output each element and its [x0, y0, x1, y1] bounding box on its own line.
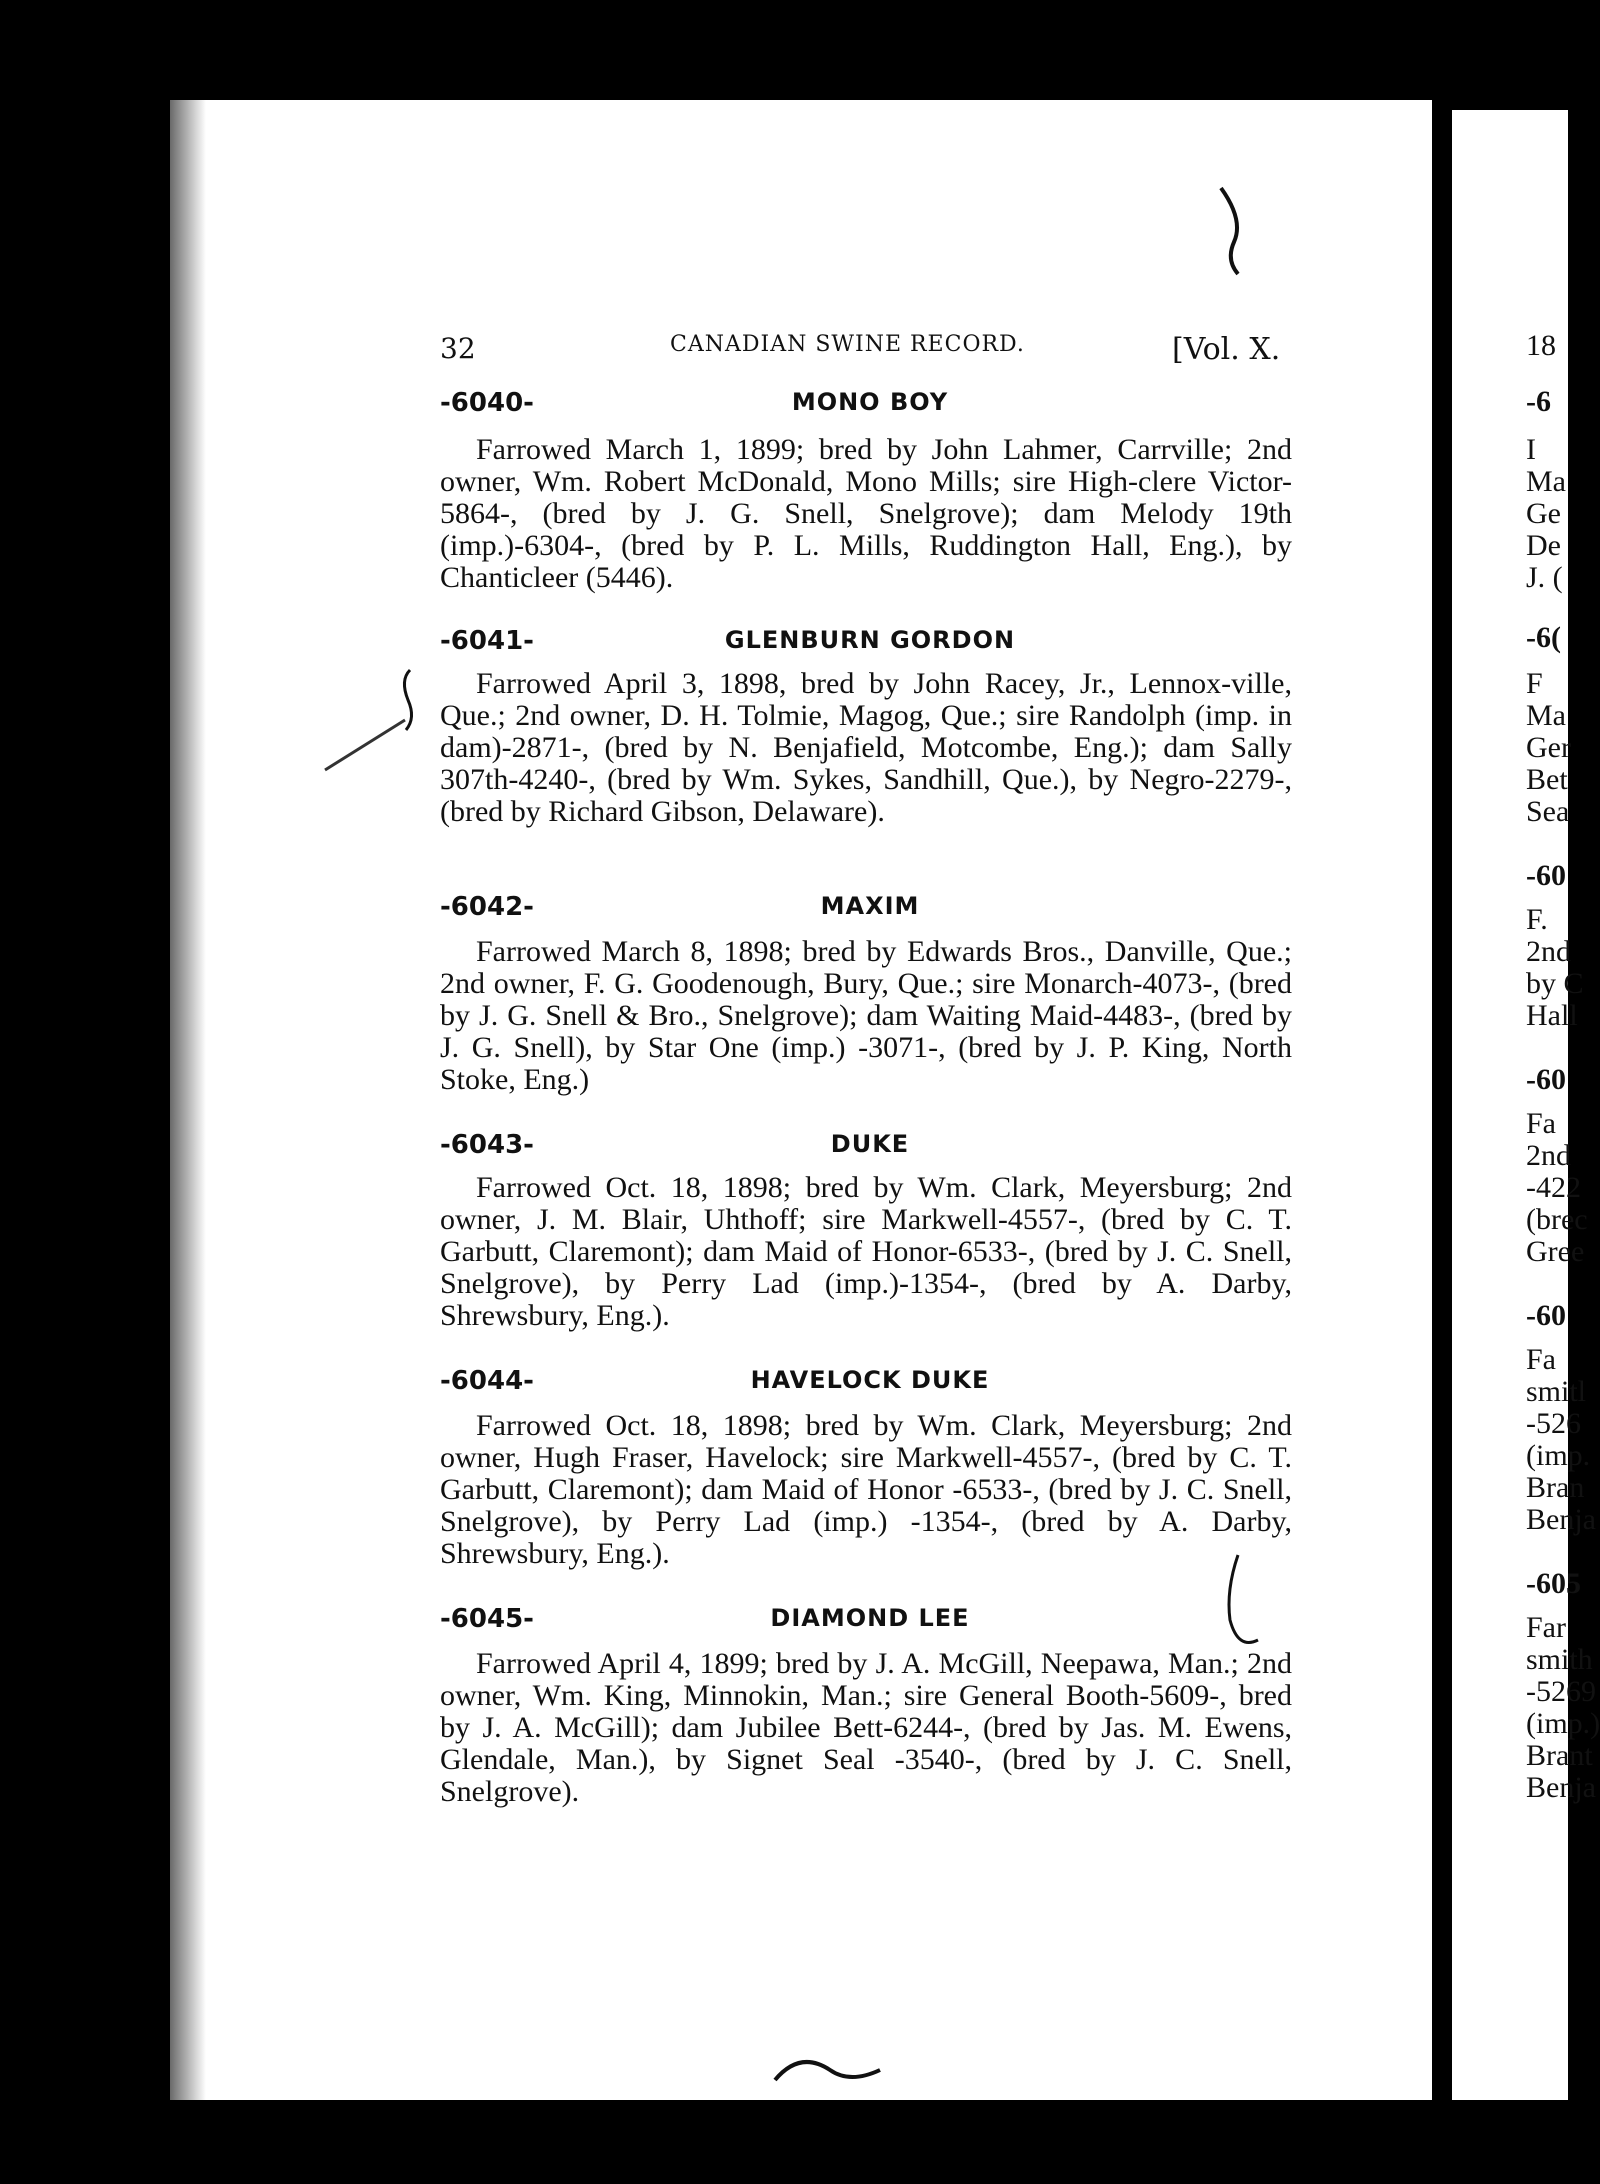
facing-page-fragment: Benja [1526, 1503, 1596, 1536]
entry-number: -6045- [440, 1604, 534, 1634]
facing-page-fragment: -6( [1526, 621, 1561, 654]
facing-page-fragment: Benja [1526, 1771, 1596, 1804]
pencil-mark-top [1216, 180, 1256, 280]
facing-page-fragment: 18 [1526, 329, 1556, 362]
facing-page-fragment: (imp. [1526, 1439, 1591, 1472]
entry-text: Farrowed April 3, 1898, bred by John Racey, Jr., Lennox-ville, Que.; 2nd owner, D. H. Tolmie, Magog, Que.; sire Randolph (imp. in dam)-2871-, (bred by N. Benjafield, Motcombe, Eng.); dam Sally 307th-4240-, (bred by Wm. Sykes, Sandhill, Que.), by Negro-2279-, (bred by Richard Gibson, Delaware). [440, 667, 1292, 828]
page-number: 32 [440, 332, 476, 365]
facing-page-fragment: Bran [1526, 1471, 1585, 1504]
facing-page-fragment: Ge [1526, 497, 1561, 530]
entry-number: -6042- [440, 892, 534, 922]
facing-page-fragment: smith [1526, 1643, 1593, 1676]
facing-page-fragment: Gree [1526, 1235, 1585, 1268]
facing-page-fragment: -60 [1526, 1063, 1566, 1096]
facing-page-fragment: I [1526, 433, 1536, 466]
facing-page-fragment: -5269 [1526, 1675, 1596, 1708]
facing-page-fragment: -526 [1526, 1407, 1581, 1440]
facing-page-fragment: -605 [1526, 1567, 1581, 1600]
facing-page-fragment: F. [1526, 903, 1548, 936]
facing-page-fragment: Bet [1526, 763, 1568, 796]
facing-page-fragment: 2nd [1526, 1139, 1571, 1172]
entry-name: DUKE [830, 1130, 910, 1158]
entry-name: GLENBURN GORDON [724, 626, 1016, 654]
facing-page-fragment: Far [1526, 1611, 1566, 1644]
facing-page-fragment: (brec [1526, 1203, 1588, 1236]
entry-number: -6040- [440, 388, 534, 418]
facing-page-fragment: -60 [1526, 859, 1566, 892]
facing-page-fragment: (imp.) [1526, 1707, 1600, 1740]
entry-text: Farrowed Oct. 18, 1898; bred by Wm. Clark, Meyersburg; 2nd owner, Hugh Fraser, Havelock; sire Markwell-4557-, (bred by C. T. Garbutt, Claremont); dam Maid of Honor -6533-, (bred by J. C. Snell, Snelgrove), by Perry Lad (imp.) -1354-, (bred by A. Darby, Shrewsbury, Eng.). [440, 1409, 1292, 1570]
facing-page-fragment: 2nd [1526, 935, 1571, 968]
entry-text: Farrowed Oct. 18, 1898; bred by Wm. Clark, Meyersburg; 2nd owner, J. M. Blair, Uhthoff; sire Markwell-4557-, (bred by C. T. Garbutt, Claremont); dam Maid of Honor-6533-, (bred by J. C. Snell, Snelgrove), by Perry Lad (imp.)-1354-, (bred by A. Darby, Shrewsbury, Eng.). [440, 1171, 1292, 1332]
facing-page-fragment: -6 [1526, 385, 1551, 418]
running-title: CANADIAN SWINE RECORD. [670, 332, 1025, 357]
entry-name: MONO BOY [791, 388, 949, 416]
facing-page-fragment: F [1526, 667, 1543, 700]
facing-page-fragment: De [1526, 529, 1561, 562]
facing-page-fragment: -422 [1526, 1171, 1581, 1204]
facing-page-fragment: Fa [1526, 1343, 1556, 1376]
entry-name: HAVELOCK DUKE [750, 1366, 990, 1394]
facing-page-fragment: J. ( [1526, 561, 1563, 594]
entry-text: Farrowed March 8, 1898; bred by Edwards Bros., Danville, Que.; 2nd owner, F. G. Goodenough, Bury, Que.; sire Monarch-4073-, (bred by J. G. Snell & Bro., Snelgrove); dam Waiting Maid-4483-, (bred by J. G. Snell), by Star One (imp.) -3071-, (bred by J. P. King, North Stoke, Eng.) [440, 935, 1292, 1096]
facing-page-fragment: Ma [1526, 465, 1566, 498]
entry-number: -6041- [440, 626, 534, 656]
facing-page-fragment: smitl [1526, 1375, 1587, 1408]
facing-page-fragment: -60 [1526, 1299, 1566, 1332]
facing-page-fragment: Ger [1526, 731, 1571, 764]
pencil-mark-bracket-left [320, 660, 430, 780]
entry-name: DIAMOND LEE [770, 1604, 970, 1632]
facing-page-fragment: Ma [1526, 699, 1566, 732]
entry-number: -6043- [440, 1130, 534, 1160]
entry-text: Farrowed March 1, 1899; bred by John Lahmer, Carrville; 2nd owner, Wm. Robert McDonald, Mono Mills; sire High-clere Victor-5864-, (bred by J. G. Snell, Snelgrove); dam Melody 19th (imp.)-6304-, (bred by P. L. Mills, Ruddington Hall, Eng.), by Chanticleer (5446). [440, 433, 1292, 594]
facing-page-fragment: Brant [1526, 1739, 1593, 1772]
facing-page-fragment: Sea [1526, 795, 1570, 828]
facing-page-fragment: Fa [1526, 1107, 1556, 1140]
entry-text: Farrowed April 4, 1899; bred by J. A. McGill, Neepawa, Man.; 2nd owner, Wm. King, Minnokin, Man.; sire General Booth-5609-, bred by J. A. McGill); dam Jubilee Bett-6244-, (bred by Jas. M. Ewens, Glendale, Man.), by Signet Seal -3540-, (bred by J. C. Snell, Snelgrove). [440, 1647, 1292, 1808]
pencil-mark-bottom [770, 2040, 890, 2100]
facing-page-fragment: by C [1526, 967, 1584, 1000]
facing-page-fragment: Hall [1526, 999, 1578, 1032]
volume-label: [Vol. X. [1172, 332, 1281, 367]
page-edge-shadow [170, 100, 206, 2100]
entry-name: MAXIM [820, 892, 920, 920]
entry-number: -6044- [440, 1366, 534, 1396]
